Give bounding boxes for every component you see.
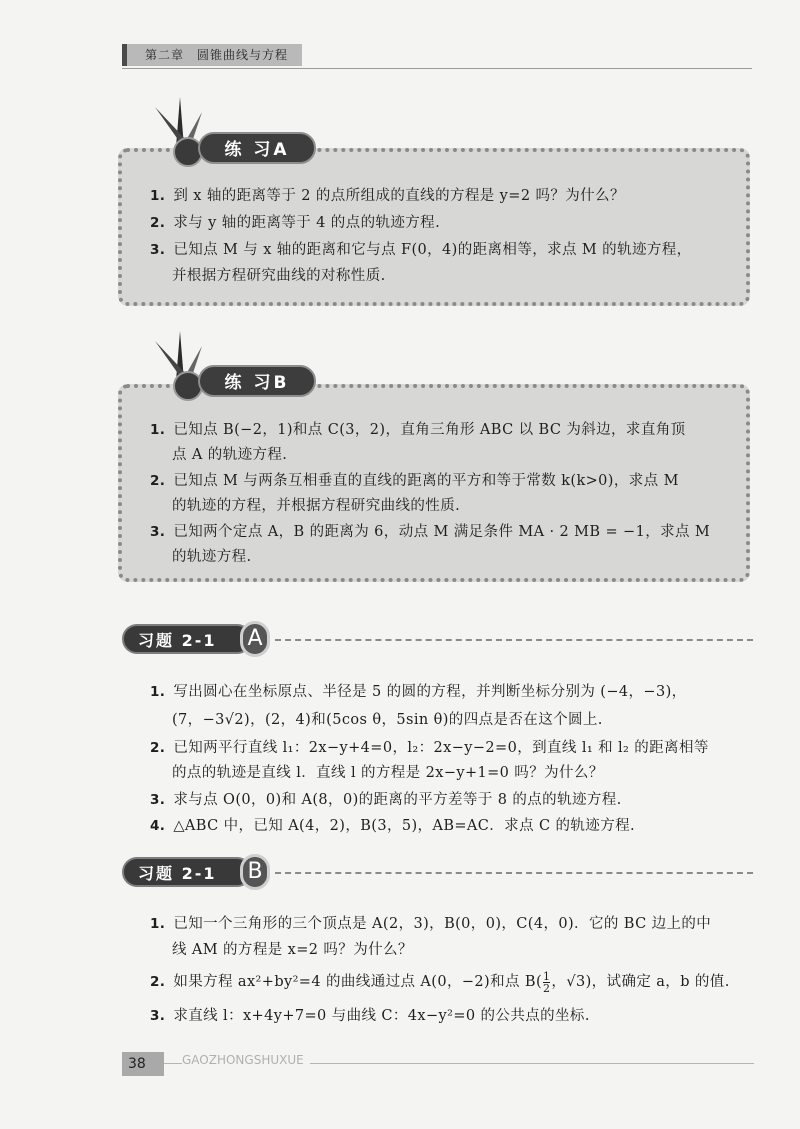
problems-a-item-1-cont: (7，−3√2)，(2，4)和(5cos θ，5sin θ)的四点是否在这个圆上. [172,712,603,728]
exercise-b-item-1: 1. 已知点 B(−2，1)和点 C(3，2)，直角三角形 ABC 以 BC 为斜边，求直角顶 [150,422,686,438]
exercise-a-item-3: 3. 已知点 M 与 x 轴的距离和它与点 F(0，4)的距离相等，求点 M 的轨迹方程， [150,242,692,258]
exercise-b-badge: 练 习B [198,365,316,397]
fraction-one-half: $\frac{1}{2}$ [543,969,551,995]
chapter-header [122,42,752,69]
problems-a-item-2: 2. 已知两平行直线 l₁：2x−y+4=0，l₂：2x−y−2=0，到直线 l₁ 和 l₂ 的距离相等 [150,740,709,756]
exercise-b-item-1-cont: 点 A 的轨迹方程. [172,447,288,463]
problems-a-item-2-cont: 的点的轨迹是直线 l．直线 l 的方程是 2x−y+1=0 吗？为什么？ [172,765,604,781]
page-number: 38 [122,1052,164,1076]
problems-a-label: 习题 2-1 [122,624,252,654]
section-divider [275,639,753,641]
problems-b-letter: B [240,854,270,890]
problems-b-item-1-cont: 线 AM 的方程是 x=2 吗？为什么？ [172,942,413,958]
section-divider [275,872,753,874]
exercise-a-item-1: 1. 到 x 轴的距离等于 2 的点所组成的直线的方程是 y=2 吗？为什么？ [150,188,625,204]
exercise-b-item-3: 3. 已知两个定点 A，B 的距离为 6，动点 M 满足条件 MA · 2 MB = −1，求点 M [150,524,711,540]
problems-a-letter: A [240,621,270,657]
exercise-b-item-2: 2. 已知点 M 与两条互相垂直的直线的距离的平方和等于常数 k(k>0)，求点 M [150,473,679,489]
problems-a-item-4: 4. △ABC 中，已知 A(4，2)，B(3，5)，AB=AC．求点 C 的轨迹方程. [150,818,636,834]
problems-b-item-3: 3. 求直线 l：x+4y+7=0 与曲线 C：4x−y²=0 的公共点的坐标. [150,1008,590,1024]
chapter-title: 第二章 圆锥曲线与方程 [122,44,302,66]
problems-a-item-1: 1. 写出圆心在坐标原点、半径是 5 的圆的方程，并判断坐标分别为 (−4，−3)， [150,684,687,700]
exercise-a-item-3-cont: 并根据方程研究曲线的对称性质. [172,268,386,284]
footer-brand: GAOZHONGSHUXUE [182,1053,310,1067]
exercise-a-item-2: 2. 求与 y 轴的距离等于 4 的点的轨迹方程. [150,215,441,231]
problems-b-item-2: 2. 如果方程 ax²+by²=4 的曲线通过点 A(0，−2)和点 B( $\frac{1}{2}$ ，√3)，试确定 a，b 的值. [150,969,730,995]
problems-a-item-3: 3. 求与点 O(0，0)和 A(8，0)的距离的平方差等于 8 的点的轨迹方程. [150,792,622,808]
exercise-b-item-3-cont: 的轨迹方程. [172,549,252,565]
problems-b-label: 习题 2-1 [122,857,252,887]
exercise-b-item-2-cont: 的轨迹的方程，并根据方程研究曲线的性质. [172,498,461,514]
problems-b-item-1: 1. 已知一个三角形的三个顶点是 A(2，3)，B(0，0)，C(4，0)．它的 BC 边上的中 [150,916,712,932]
exercise-a-badge: 练 习A [198,132,316,164]
